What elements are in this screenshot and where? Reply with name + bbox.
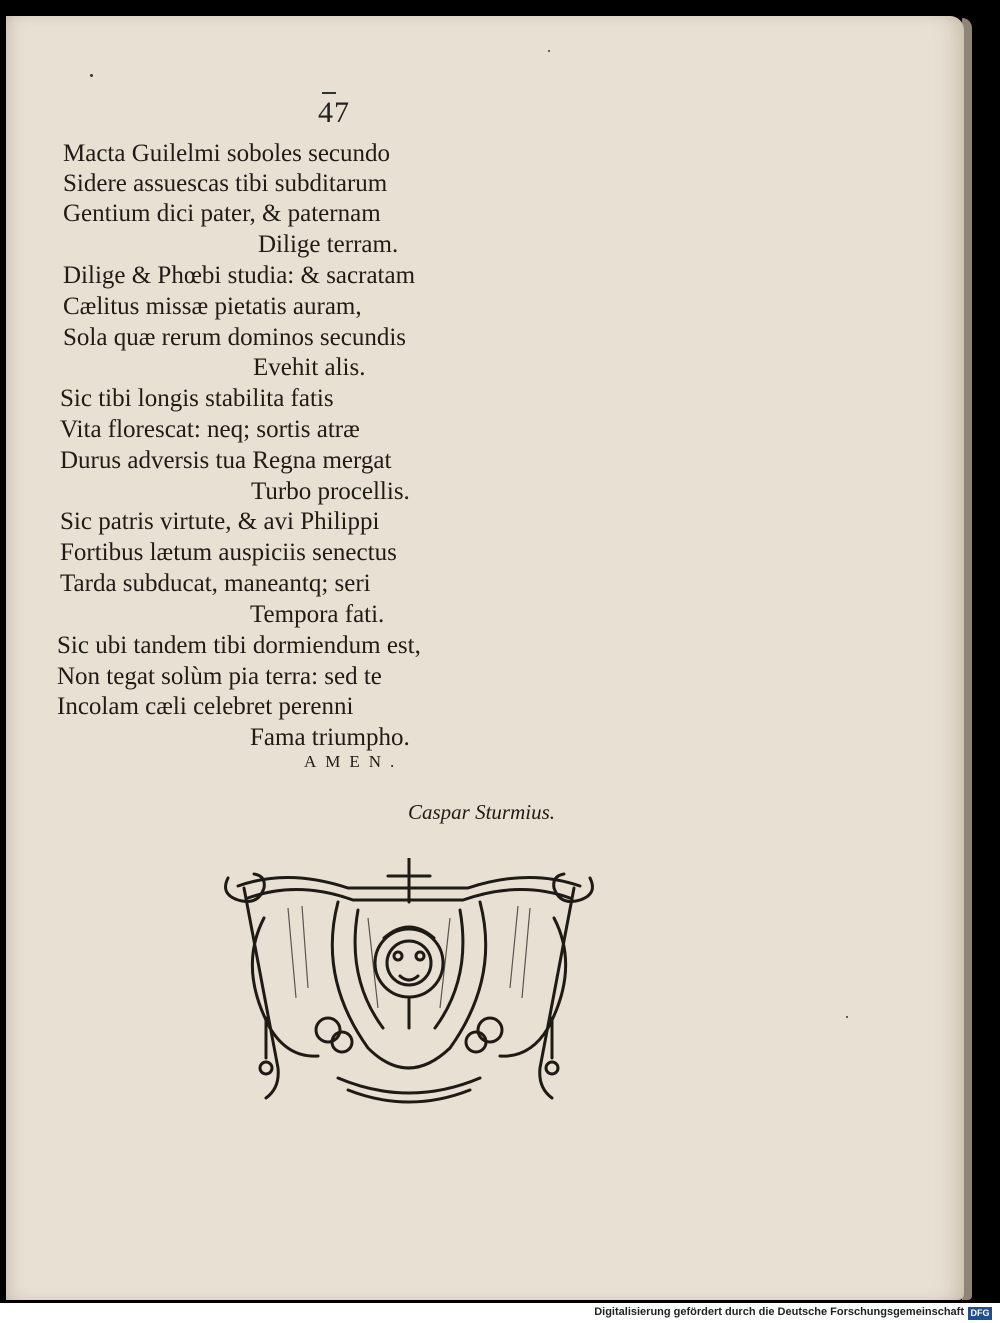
poem-line: Dilige terram. bbox=[258, 231, 399, 258]
poem-line: Evehit alis. bbox=[253, 354, 366, 381]
poem-line: Incolam cæli celebret perenni bbox=[57, 693, 354, 720]
poem-line: Dilige & Phœbi studia: & sacratam bbox=[63, 262, 416, 289]
poem-line: Macta Guilelmi soboles secundo bbox=[63, 140, 391, 167]
poem-line: Durus adversis tua Regna mergat bbox=[60, 447, 392, 474]
poem-line: Sola quæ rerum dominos secundis bbox=[63, 324, 407, 351]
footer-bar bbox=[0, 1303, 1000, 1323]
page-number-mark bbox=[322, 92, 336, 94]
dfg-logo-icon: DFG bbox=[968, 1307, 992, 1320]
poem-line: Turbo procellis. bbox=[251, 478, 410, 505]
amen-line: AMEN. bbox=[304, 752, 404, 771]
paper-speck bbox=[846, 1016, 848, 1018]
poem-line: Sic tibi longis stabilita fatis bbox=[60, 385, 334, 412]
poem-line: Tempora fati. bbox=[250, 601, 385, 628]
poem-line: Fortibus lætum auspiciis senectus bbox=[60, 539, 397, 566]
poem-line: Tarda subducat, maneantq; seri bbox=[60, 570, 371, 597]
poem-line: Fama triumpho. bbox=[250, 724, 410, 751]
funding-credit: Digitalisierung gefördert durch die Deutsche Forschungsgemeinschaft bbox=[594, 1306, 964, 1318]
poem-line: Non tegat solùm pia terra: sed te bbox=[57, 663, 382, 690]
poem-line: Sic ubi tandem tibi dormiendum est, bbox=[57, 632, 421, 659]
poem-line: Cælitus missæ pietatis auram, bbox=[63, 293, 362, 320]
author-signature: Caspar Sturmius. bbox=[408, 800, 556, 824]
page-number: 47 bbox=[318, 96, 350, 129]
poem-line: Sidere assuescas tibi subditarum bbox=[63, 170, 388, 197]
poem-line: Gentium dici pater, & paternam bbox=[63, 200, 381, 227]
paper-speck bbox=[548, 50, 550, 52]
woodcut-ornament-icon bbox=[218, 858, 600, 1108]
poem-line: Sic patris virtute, & avi Philippi bbox=[60, 508, 380, 535]
poem-line: Vita florescat: neq; sortis atræ bbox=[60, 416, 360, 443]
paper-speck bbox=[90, 74, 93, 77]
